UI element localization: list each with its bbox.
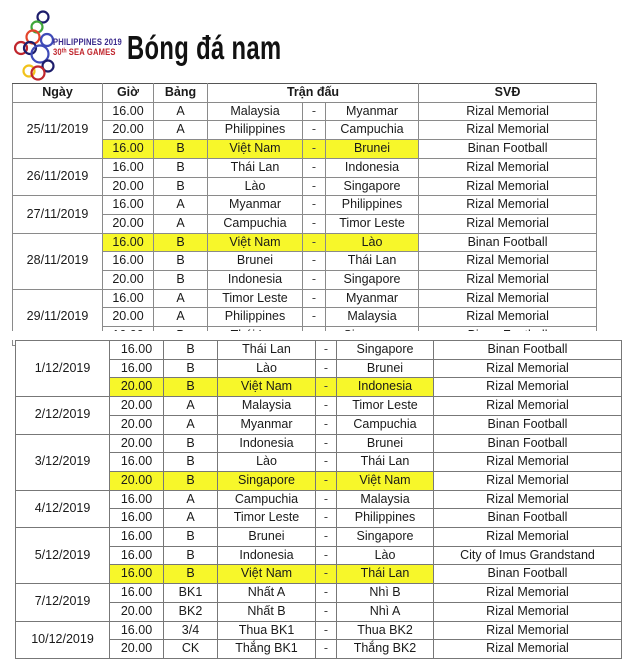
team2-cell: Thái Lan xyxy=(337,453,434,472)
team1-cell: Lào xyxy=(208,177,303,196)
team2-cell: Lào xyxy=(337,546,434,565)
group-cell: B xyxy=(154,252,208,271)
separator-cell: - xyxy=(316,546,337,565)
group-cell: B xyxy=(154,158,208,177)
col-header-time: Giờ xyxy=(103,84,154,103)
time-cell: 20.00 xyxy=(110,434,164,453)
group-cell: A xyxy=(164,415,218,434)
group-cell: A xyxy=(154,102,208,121)
separator-cell: - xyxy=(316,341,337,360)
separator-cell: - xyxy=(303,252,326,271)
separator-cell: - xyxy=(316,640,337,659)
stadium-cell: Rizal Memorial xyxy=(434,397,622,416)
separator-cell: - xyxy=(316,378,337,397)
team1-cell: Thua BK1 xyxy=(218,621,316,640)
stadium-cell: Rizal Memorial xyxy=(434,621,622,640)
group-cell: A xyxy=(154,308,208,327)
time-cell: 20.00 xyxy=(103,121,154,140)
separator-cell: - xyxy=(303,121,326,140)
stadium-cell: Rizal Memorial xyxy=(419,271,597,290)
time-cell: 16.00 xyxy=(110,528,164,547)
team2-cell: Timor Leste xyxy=(326,214,419,233)
time-cell: 20.00 xyxy=(110,471,164,490)
stadium-cell: Binan Football xyxy=(434,565,622,584)
separator-cell: - xyxy=(303,289,326,308)
time-cell: 20.00 xyxy=(110,378,164,397)
group-cell: B xyxy=(164,528,218,547)
team2-cell: Thắng BK2 xyxy=(337,640,434,659)
table-row xyxy=(13,196,597,215)
table-row xyxy=(16,528,622,547)
time-cell: 16.00 xyxy=(103,140,154,159)
stadium-cell: Rizal Memorial xyxy=(434,378,622,397)
separator-cell: - xyxy=(316,490,337,509)
separator-cell: - xyxy=(316,565,337,584)
group-cell: CK xyxy=(164,640,218,659)
team1-cell: Thái Lan xyxy=(208,158,303,177)
separator-cell: - xyxy=(303,102,326,121)
group-cell: B xyxy=(154,233,208,252)
separator-cell: - xyxy=(316,415,337,434)
date-cell: 27/11/2019 xyxy=(13,196,103,233)
team2-cell: Singapore xyxy=(326,271,419,290)
group-cell: A xyxy=(164,509,218,528)
team2-cell: Timor Leste xyxy=(337,397,434,416)
team1-cell: Malaysia xyxy=(208,102,303,121)
team1-cell: Brunei xyxy=(208,252,303,271)
group-cell: B xyxy=(164,341,218,360)
group-cell: B xyxy=(154,140,208,159)
time-cell: 20.00 xyxy=(103,214,154,233)
team2-cell: Brunei xyxy=(337,434,434,453)
team1-cell: Timor Leste xyxy=(208,289,303,308)
team1-cell: Việt Nam xyxy=(218,378,316,397)
team2-cell: Thua BK2 xyxy=(337,621,434,640)
time-cell: 16.00 xyxy=(110,453,164,472)
team1-cell: Myanmar xyxy=(218,415,316,434)
team1-cell: Indonesia xyxy=(218,546,316,565)
col-header-match: Trận đấu xyxy=(208,84,419,103)
time-cell: 16.00 xyxy=(110,565,164,584)
table-row xyxy=(13,102,597,121)
team1-cell: Indonesia xyxy=(208,271,303,290)
table-row xyxy=(16,434,622,453)
team1-cell: Lào xyxy=(218,453,316,472)
separator-cell: - xyxy=(303,214,326,233)
time-cell: 16.00 xyxy=(110,359,164,378)
separator-cell: - xyxy=(316,434,337,453)
stadium-cell: Binan Football xyxy=(419,140,597,159)
table-row xyxy=(13,289,597,308)
team2-cell: Nhì A xyxy=(337,602,434,621)
stadium-cell: Binan Football xyxy=(419,233,597,252)
group-cell: B xyxy=(164,471,218,490)
team2-cell: Campuchia xyxy=(326,121,419,140)
date-cell: 1/12/2019 xyxy=(16,341,110,397)
separator-cell: - xyxy=(316,602,337,621)
team2-cell: Philippines xyxy=(326,196,419,215)
separator-cell: - xyxy=(316,471,337,490)
team1-cell: Timor Leste xyxy=(218,509,316,528)
team2-cell: Myanmar xyxy=(326,289,419,308)
team2-cell: Indonesia xyxy=(326,158,419,177)
team1-cell: Nhất B xyxy=(218,602,316,621)
team1-cell: Brunei xyxy=(218,528,316,547)
team1-cell: Philippines xyxy=(208,308,303,327)
screenshot-gap xyxy=(0,331,619,340)
team1-cell: Lào xyxy=(218,359,316,378)
date-cell: 10/12/2019 xyxy=(16,621,110,658)
team1-cell: Campuchia xyxy=(208,214,303,233)
time-cell: 16.00 xyxy=(103,233,154,252)
date-cell: 4/12/2019 xyxy=(16,490,110,527)
team2-cell: Malaysia xyxy=(337,490,434,509)
team2-cell: Việt Nam xyxy=(337,471,434,490)
stadium-cell: Rizal Memorial xyxy=(434,471,622,490)
group-cell: A xyxy=(164,490,218,509)
team2-cell: Malaysia xyxy=(326,308,419,327)
team2-cell: Myanmar xyxy=(326,102,419,121)
logo-line-2: 30ᵗʰ SEA GAMES xyxy=(53,47,116,58)
stadium-cell: Binan Football xyxy=(434,415,622,434)
stadium-cell: Rizal Memorial xyxy=(434,490,622,509)
col-header-stadium: SVĐ xyxy=(419,84,597,103)
header-row xyxy=(13,84,597,103)
group-cell: B xyxy=(164,434,218,453)
logo-line-1: PHILIPPINES 2019 xyxy=(53,37,122,48)
team1-cell: Malaysia xyxy=(218,397,316,416)
team2-cell: Brunei xyxy=(337,359,434,378)
group-cell: B xyxy=(154,271,208,290)
date-cell: 5/12/2019 xyxy=(16,528,110,584)
team2-cell: Indonesia xyxy=(337,378,434,397)
time-cell: 20.00 xyxy=(103,271,154,290)
stadium-cell: Rizal Memorial xyxy=(434,453,622,472)
team2-cell: Singapore xyxy=(337,528,434,547)
table-row xyxy=(16,584,622,603)
group-cell: A xyxy=(154,289,208,308)
date-cell: 3/12/2019 xyxy=(16,434,110,490)
group-cell: BK2 xyxy=(164,602,218,621)
schedule-table-top xyxy=(12,83,596,331)
stadium-cell: Rizal Memorial xyxy=(419,196,597,215)
team1-cell: Philippines xyxy=(208,121,303,140)
team1-cell: Việt Nam xyxy=(208,233,303,252)
table-row xyxy=(16,490,622,509)
date-cell: 26/11/2019 xyxy=(13,158,103,195)
time-cell: 16.00 xyxy=(110,546,164,565)
stadium-cell: Rizal Memorial xyxy=(419,214,597,233)
time-cell: 16.00 xyxy=(110,621,164,640)
time-cell: 16.00 xyxy=(103,196,154,215)
stadium-cell: Rizal Memorial xyxy=(419,158,597,177)
stadium-cell: Rizal Memorial xyxy=(419,102,597,121)
stadium-cell: Binan Football xyxy=(434,434,622,453)
team2-cell: Campuchia xyxy=(337,415,434,434)
stadium-cell: Rizal Memorial xyxy=(419,289,597,308)
stadium-cell: Rizal Memorial xyxy=(434,640,622,659)
time-cell: 16.00 xyxy=(110,584,164,603)
team1-cell: Nhất A xyxy=(218,584,316,603)
date-cell: 2/12/2019 xyxy=(16,397,110,434)
date-cell: 7/12/2019 xyxy=(16,584,110,621)
group-cell: A xyxy=(154,196,208,215)
group-cell: A xyxy=(164,397,218,416)
team2-cell: Singapore xyxy=(326,177,419,196)
time-cell: 16.00 xyxy=(103,158,154,177)
stadium-cell: Rizal Memorial xyxy=(434,359,622,378)
time-cell: 16.00 xyxy=(103,289,154,308)
separator-cell: - xyxy=(316,453,337,472)
time-cell: 16.00 xyxy=(110,509,164,528)
date-cell: 28/11/2019 xyxy=(13,233,103,289)
time-cell: 20.00 xyxy=(110,640,164,659)
schedule-table-bottom xyxy=(15,340,619,662)
team1-cell: Việt Nam xyxy=(218,565,316,584)
team2-cell: Singapore xyxy=(337,341,434,360)
stadium-cell: Binan Football xyxy=(434,509,622,528)
group-cell: A xyxy=(154,121,208,140)
team2-cell: Nhì B xyxy=(337,584,434,603)
group-cell: A xyxy=(154,214,208,233)
logo-text xyxy=(53,38,122,58)
separator-cell: - xyxy=(303,177,326,196)
team2-cell: Thái Lan xyxy=(337,565,434,584)
table-row xyxy=(16,621,622,640)
team1-cell: Việt Nam xyxy=(208,140,303,159)
group-cell: B xyxy=(164,453,218,472)
date-cell: 29/11/2019 xyxy=(13,289,103,345)
group-cell: BK1 xyxy=(164,584,218,603)
group-cell: B xyxy=(164,565,218,584)
separator-cell: - xyxy=(303,271,326,290)
page-title: Bóng đá nam xyxy=(127,29,282,66)
separator-cell: - xyxy=(316,584,337,603)
separator-cell: - xyxy=(303,196,326,215)
col-header-group: Bảng xyxy=(154,84,208,103)
team1-cell: Singapore xyxy=(218,471,316,490)
stadium-cell: Rizal Memorial xyxy=(419,252,597,271)
team2-cell: Lào xyxy=(326,233,419,252)
separator-cell: - xyxy=(303,233,326,252)
time-cell: 16.00 xyxy=(103,102,154,121)
group-cell: B xyxy=(154,177,208,196)
stadium-cell: Rizal Memorial xyxy=(434,584,622,603)
time-cell: 16.00 xyxy=(103,252,154,271)
stadium-cell: Rizal Memorial xyxy=(434,602,622,621)
team1-cell: Thắng BK1 xyxy=(218,640,316,659)
stadium-cell: City of Imus Grandstand xyxy=(434,546,622,565)
separator-cell: - xyxy=(316,621,337,640)
time-cell: 16.00 xyxy=(110,490,164,509)
team1-cell: Campuchia xyxy=(218,490,316,509)
stadium-cell: Rizal Memorial xyxy=(434,528,622,547)
time-cell: 20.00 xyxy=(103,177,154,196)
table-row xyxy=(13,233,597,252)
stadium-cell: Binan Football xyxy=(434,341,622,360)
time-cell: 16.00 xyxy=(110,341,164,360)
table-row xyxy=(16,341,622,360)
col-header-date: Ngày xyxy=(13,84,103,103)
time-cell: 20.00 xyxy=(110,415,164,434)
separator-cell: - xyxy=(303,140,326,159)
stadium-cell: Rizal Memorial xyxy=(419,308,597,327)
stadium-cell: Rizal Memorial xyxy=(419,121,597,140)
team1-cell: Thái Lan xyxy=(218,341,316,360)
time-cell: 20.00 xyxy=(103,308,154,327)
separator-cell: - xyxy=(316,359,337,378)
group-cell: 3/4 xyxy=(164,621,218,640)
stadium-cell: Rizal Memorial xyxy=(419,177,597,196)
group-cell: B xyxy=(164,359,218,378)
separator-cell: - xyxy=(303,308,326,327)
group-cell: B xyxy=(164,378,218,397)
separator-cell: - xyxy=(316,397,337,416)
team2-cell: Philippines xyxy=(337,509,434,528)
group-cell: B xyxy=(164,546,218,565)
team2-cell: Brunei xyxy=(326,140,419,159)
team1-cell: Myanmar xyxy=(208,196,303,215)
page-header xyxy=(0,0,619,82)
time-cell: 20.00 xyxy=(110,397,164,416)
sea-games-rings-logo-icon xyxy=(10,6,56,82)
separator-cell: - xyxy=(316,509,337,528)
team1-cell: Indonesia xyxy=(218,434,316,453)
time-cell: 20.00 xyxy=(110,602,164,621)
date-cell: 25/11/2019 xyxy=(13,102,103,158)
separator-cell: - xyxy=(316,528,337,547)
table-row xyxy=(13,158,597,177)
separator-cell: - xyxy=(303,158,326,177)
team2-cell: Thái Lan xyxy=(326,252,419,271)
table-row xyxy=(16,397,622,416)
